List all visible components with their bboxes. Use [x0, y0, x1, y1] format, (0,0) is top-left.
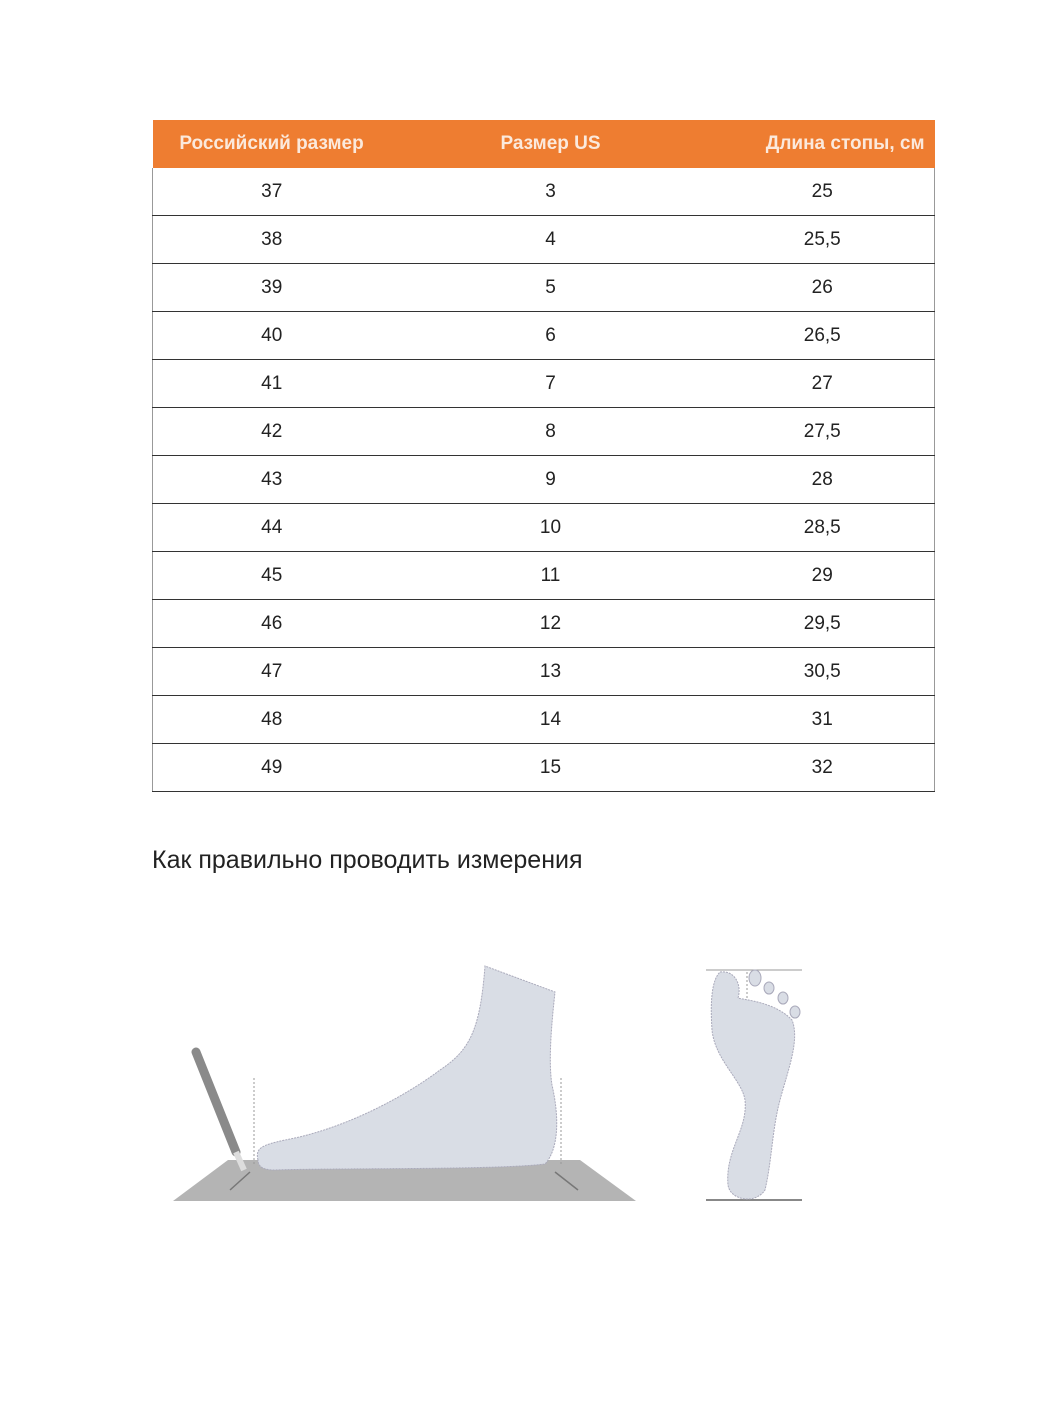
table-row — [153, 696, 935, 744]
foot-length-cell: 27,5 — [711, 408, 935, 456]
table-row — [153, 264, 935, 312]
russian-size-cell: 44 — [153, 504, 391, 552]
table-row — [153, 552, 935, 600]
pencil-icon — [196, 1052, 244, 1170]
header-us-size: Размер US — [391, 120, 711, 168]
foot-length-cell: 28,5 — [711, 504, 935, 552]
us-size-cell: 9 — [391, 456, 711, 504]
footprint-shape — [711, 972, 794, 1199]
table-row — [153, 216, 935, 264]
us-size-cell: 6 — [391, 312, 711, 360]
russian-size-cell: 43 — [153, 456, 391, 504]
russian-size-cell: 47 — [153, 648, 391, 696]
foot-length-cell: 25,5 — [711, 216, 935, 264]
top-view-foot — [706, 970, 802, 1200]
us-size-cell: 5 — [391, 264, 711, 312]
russian-size-cell: 39 — [153, 264, 391, 312]
table-row — [153, 168, 935, 216]
russian-size-cell: 46 — [153, 600, 391, 648]
size-chart-table — [152, 120, 935, 792]
russian-size-cell: 38 — [153, 216, 391, 264]
us-size-cell: 4 — [391, 216, 711, 264]
foot-length-cell: 27 — [711, 360, 935, 408]
us-size-cell: 13 — [391, 648, 711, 696]
russian-size-cell: 45 — [153, 552, 391, 600]
table-header-row — [153, 120, 935, 168]
russian-size-cell: 41 — [153, 360, 391, 408]
foot-length-cell: 25 — [711, 168, 935, 216]
table-row — [153, 408, 935, 456]
us-size-cell: 3 — [391, 168, 711, 216]
table-row — [153, 504, 935, 552]
table-row — [153, 312, 935, 360]
us-size-cell: 14 — [391, 696, 711, 744]
foot-length-cell: 31 — [711, 696, 935, 744]
table-row — [153, 648, 935, 696]
header-russian-size: Российский размер — [153, 120, 391, 168]
us-size-cell: 8 — [391, 408, 711, 456]
foot-length-cell: 26 — [711, 264, 935, 312]
foot-measurement-illustration — [0, 950, 1062, 1230]
foot-length-cell: 28 — [711, 456, 935, 504]
header-foot-length: Длина стопы, см — [711, 120, 935, 168]
measurement-instructions-title: Как правильно проводить измерения — [152, 846, 583, 874]
foot-length-cell: 26,5 — [711, 312, 935, 360]
us-size-cell: 12 — [391, 600, 711, 648]
russian-size-cell: 42 — [153, 408, 391, 456]
foot-length-cell: 30,5 — [711, 648, 935, 696]
table-row — [153, 456, 935, 504]
foot-side-shape — [257, 966, 556, 1170]
foot-length-cell: 29 — [711, 552, 935, 600]
table-row — [153, 744, 935, 792]
side-view-foot — [173, 966, 636, 1201]
russian-size-cell: 48 — [153, 696, 391, 744]
us-size-cell: 10 — [391, 504, 711, 552]
us-size-cell: 7 — [391, 360, 711, 408]
us-size-cell: 15 — [391, 744, 711, 792]
foot-length-cell: 29,5 — [711, 600, 935, 648]
russian-size-cell: 37 — [153, 168, 391, 216]
russian-size-cell: 40 — [153, 312, 391, 360]
table-row — [153, 360, 935, 408]
foot-length-cell: 32 — [711, 744, 935, 792]
russian-size-cell: 49 — [153, 744, 391, 792]
table-row — [153, 600, 935, 648]
us-size-cell: 11 — [391, 552, 711, 600]
